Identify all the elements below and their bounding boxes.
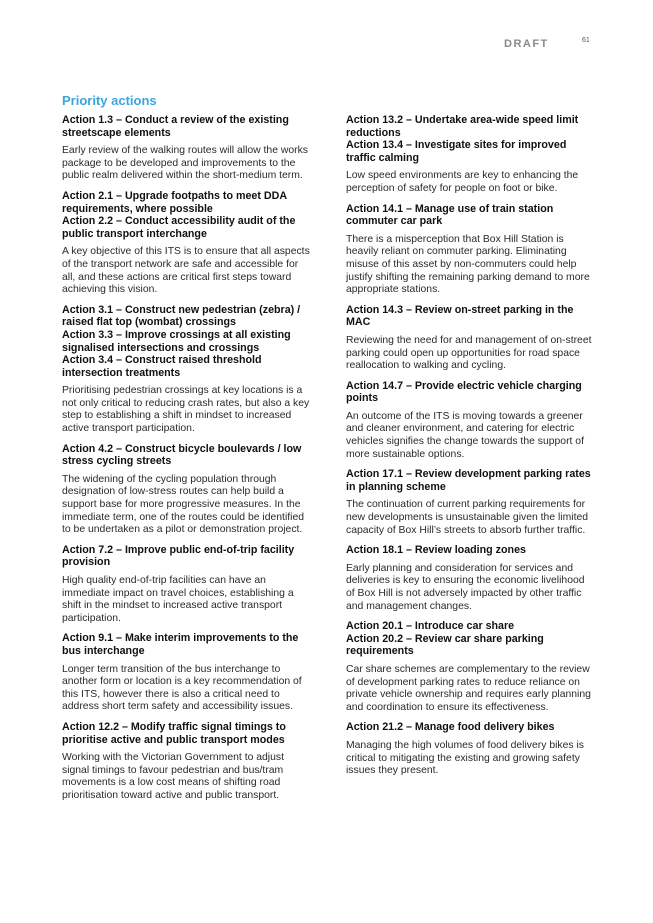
action-headings <box>346 380 596 405</box>
action-description: There is a misperception that Box Hill Station is heavily reliant on commuter parking. Eliminating misuse of this asset by non-commuters could help justify shifting the remaining parking demand to more appropriate stations. <box>346 233 590 296</box>
action-heading: Action 2.2 – Conduct accessibility audit of the public transport interchange <box>62 215 296 240</box>
action-item <box>62 443 312 537</box>
action-headings <box>346 203 596 228</box>
action-heading: Action 21.2 – Manage food delivery bikes <box>346 721 555 734</box>
action-description: An outcome of the ITS is moving towards a greener and cleaner environment, and catering for electric vehicles signifies the change towards the support of more sustainable options. <box>346 410 584 460</box>
action-heading: Action 18.1 – Review loading zones <box>346 544 526 557</box>
draft-watermark: DRAFT <box>504 38 549 50</box>
action-heading: Action 4.2 – Construct bicycle boulevards / low stress cycling streets <box>62 442 302 468</box>
action-item <box>62 544 312 626</box>
action-description: Early review of the walking routes will allow the works package to be developed and improvements to the public realm delivered within the short-medium term. <box>62 145 309 182</box>
action-item <box>346 203 596 297</box>
action-item <box>346 114 596 196</box>
action-headings <box>346 468 596 493</box>
action-item <box>346 544 596 613</box>
action-description: Prioritising pedestrian crossings at key locations is a not only critical to reducing crash rates, but also a key step to establishing a shift in mindset to increased active transport participation. <box>62 385 310 435</box>
action-item <box>62 632 312 714</box>
action-item <box>62 190 312 297</box>
action-headings <box>346 114 596 164</box>
action-heading: Action 3.3 – Improve crossings at all existing signalised intersections and crossings <box>62 328 291 354</box>
action-description: Early planning and consideration for services and deliveries is key to ensuring the economic livelihood of Box Hill is not adversely impacted by other traffic and management changes. <box>346 562 585 612</box>
action-description: Longer term transition of the bus interchange to another form or location is a key recommendation of this ITS, however there is also a critical need to address short term safety and accessibility issues. <box>62 663 302 713</box>
action-heading: Action 3.4 – Construct raised threshold intersection treatments <box>62 354 262 379</box>
action-item <box>346 468 596 537</box>
action-item <box>62 721 312 803</box>
action-headings <box>62 114 312 139</box>
left-column <box>62 114 312 810</box>
action-heading: Action 7.2 – Improve public end-of-trip facility provision <box>62 543 295 569</box>
action-headings <box>62 544 312 569</box>
action-description: Low speed environments are key to enhancing the perception of safety for people on foot or bike. <box>346 170 579 194</box>
action-headings <box>346 544 596 557</box>
action-description: The continuation of current parking requirements for new developments is unsustainable given the limited capacity of Box Hill’s streets to absorb further traffic. <box>346 499 589 536</box>
action-headings <box>62 190 312 240</box>
page-number: 61 <box>582 37 590 44</box>
action-description: A key objective of this ITS is to ensure that all aspects of the transport network are safe and accessible for all, and these actions are critical first steps toward achieving this vision. <box>62 246 310 296</box>
action-description: Reviewing the need for and management of on-street parking could open up opportunities for road space reallocation to walking and cycling. <box>346 334 592 372</box>
action-headings <box>346 721 596 734</box>
action-heading: Action 14.7 – Provide electric vehicle charging points <box>346 379 582 405</box>
action-item <box>346 620 596 714</box>
action-heading: Action 9.1 – Make interim improvements to the bus interchange <box>62 632 299 657</box>
section-title: Priority actions <box>62 93 157 108</box>
right-column <box>346 114 596 785</box>
action-headings <box>346 620 596 658</box>
action-item <box>62 304 312 436</box>
action-heading: Action 12.2 – Modify traffic signal timings to prioritise active and public transport modes <box>62 720 286 746</box>
action-heading: Action 2.1 – Upgrade footpaths to meet DDA requirements, where possible <box>62 189 287 215</box>
action-description: Working with the Victorian Government to adjust signal timings to favour pedestrian and bus/tram movements is a low cost means of shifting road prioritisation toward active and public transport. <box>62 752 284 801</box>
action-heading: Action 14.3 – Review on-street parking in the MAC <box>346 303 574 329</box>
action-heading: Action 14.1 – Manage use of train station commuter car park <box>346 202 554 228</box>
action-description: High quality end-of-trip facilities can have an immediate impact on travel choices, establishing a shift in the mindset to increased active transport participation. <box>62 575 294 624</box>
action-heading: Action 3.1 – Construct new pedestrian (zebra) / raised flat top (wombat) crossings <box>62 303 301 329</box>
action-description: The widening of the cycling population through designation of low-stress routes can help build a support base for more progressive measures. In the immediate term, one of the routes could be identified to be undertaken as a pilot or demonstration project. <box>62 473 305 536</box>
action-heading: Action 13.4 – Investigate sites for improved traffic calming <box>346 139 567 164</box>
action-item <box>346 721 596 777</box>
action-headings <box>346 304 596 329</box>
action-item <box>62 114 312 183</box>
action-heading: Action 13.2 – Undertake area-wide speed limit reductions <box>346 114 579 139</box>
action-heading: Action 1.3 – Conduct a review of the existing streetscape elements <box>62 114 289 139</box>
action-headings <box>62 443 312 468</box>
action-heading: Action 20.1 – Introduce car share <box>346 620 515 633</box>
action-heading: Action 17.1 – Review development parking rates in planning scheme <box>346 468 591 493</box>
action-item <box>346 304 596 373</box>
action-headings <box>62 304 312 380</box>
action-item <box>346 380 596 462</box>
action-headings <box>62 632 312 657</box>
action-description: Car share schemes are complementary to the review of development parking rates to reduce reliance on private vehicle ownership and requires early planning and coordination to ensure its effectiveness. <box>346 663 591 713</box>
action-description: Managing the high volumes of food delivery bikes is critical to mitigating the existing and growing safety issues they present. <box>346 739 584 777</box>
action-heading: Action 20.2 – Review car share parking requirements <box>346 632 544 658</box>
action-headings <box>62 721 312 746</box>
